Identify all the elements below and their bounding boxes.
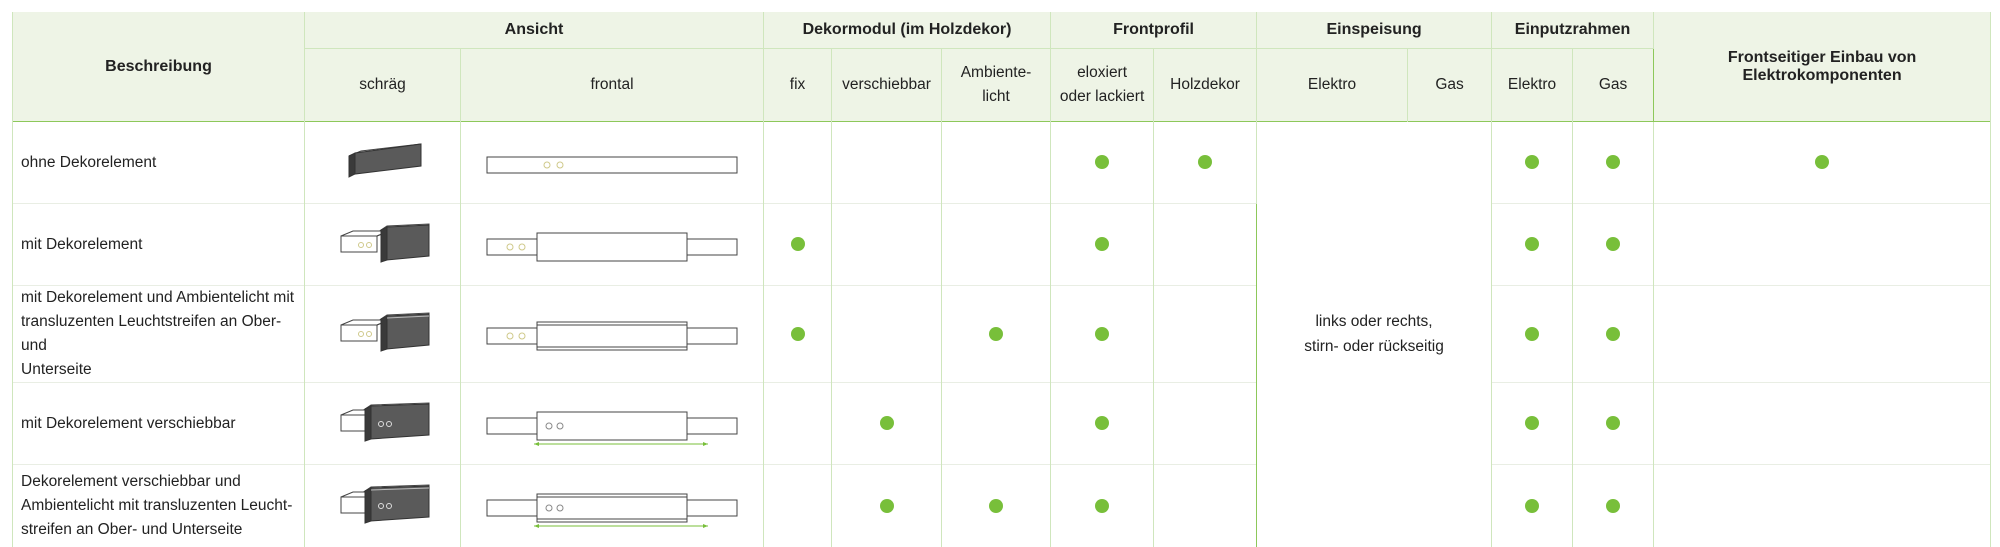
- header-schraeg: schräg: [305, 49, 461, 122]
- availability-dot-icon: [1525, 237, 1539, 251]
- availability-dot-icon: [989, 327, 1003, 341]
- cell-frontseitig: [1654, 383, 1991, 465]
- frontal-view-cell: [461, 204, 764, 286]
- header-ansicht: Ansicht: [305, 12, 764, 49]
- cell-front-holzdekor: [1154, 286, 1257, 383]
- table-row: [13, 465, 1991, 547]
- frontal-drawing-5: [482, 484, 742, 528]
- availability-dot-icon: [1606, 416, 1620, 430]
- availability-dot-icon: [989, 499, 1003, 513]
- table-row: [13, 122, 1991, 204]
- row-description: [13, 465, 305, 547]
- header-frontseitig-line1: Frontseitiger Einbau von: [1727, 48, 1917, 66]
- cell-front-eloxiert: [1051, 465, 1154, 547]
- cell-front-holzdekor: [1154, 122, 1257, 204]
- header-dekormodul: Dekormodul (im Holzdekor): [764, 12, 1051, 49]
- availability-dot-icon: [1095, 499, 1109, 513]
- schraeg-drawing-1: [333, 138, 433, 188]
- header-einspeisung: Einspeisung: [1257, 12, 1492, 49]
- header-ambiente-line2: licht: [982, 88, 1010, 105]
- schraeg-view-cell: [305, 286, 461, 383]
- cell-front-eloxiert: [1051, 122, 1154, 204]
- frontal-view-cell: [461, 465, 764, 547]
- cell-front-holzdekor: [1154, 465, 1257, 547]
- cell-frontseitig: [1654, 204, 1991, 286]
- header-row-groups: [13, 12, 1991, 49]
- schraeg-view-cell: [305, 204, 461, 286]
- header-frontal: frontal: [461, 49, 764, 122]
- header-frontseitig-line2: Elektrokomponenten: [1742, 66, 1902, 84]
- row-description-line: mit Dekorelement: [21, 235, 143, 253]
- cell-front-eloxiert: [1051, 204, 1154, 286]
- cell-dekor-fix: [764, 383, 832, 465]
- row-description-line: Unterseite: [21, 361, 92, 378]
- cell-dekor-ambientelicht: [942, 204, 1051, 286]
- header-einputzrahmen-gas: Gas: [1573, 49, 1654, 122]
- header-front-holzdekor: Holzdekor: [1154, 49, 1257, 122]
- availability-dot-icon: [1095, 237, 1109, 251]
- row-description: [13, 204, 305, 286]
- header-eloxiert-line2: oder lackiert: [1059, 88, 1145, 105]
- table-body: [13, 122, 1991, 547]
- einspeisung-note-line1: links oder rechts,: [1315, 313, 1433, 331]
- table-row: [13, 204, 1991, 286]
- cell-einputzrahmen-gas: [1573, 122, 1654, 204]
- row-description: [13, 383, 305, 465]
- table-row: [13, 383, 1991, 465]
- header-dekor-ambientelicht: [942, 49, 1051, 122]
- cell-dekor-verschiebbar: [832, 204, 942, 286]
- schraeg-view-cell: [305, 122, 461, 204]
- availability-dot-icon: [1815, 155, 1829, 169]
- header-frontprofil: Frontprofil: [1051, 12, 1257, 49]
- product-variants-table: [12, 12, 1991, 547]
- cell-front-holzdekor: [1154, 204, 1257, 286]
- cell-einputzrahmen-gas: [1573, 383, 1654, 465]
- row-description-line: Ambientelicht mit transluzenten Leucht-: [21, 496, 293, 514]
- row-description-line: Dekorelement verschiebbar und: [21, 472, 241, 490]
- cell-einputzrahmen-elektro: [1492, 204, 1573, 286]
- cell-einputzrahmen-gas: [1573, 204, 1654, 286]
- cell-dekor-verschiebbar: [832, 122, 942, 204]
- cell-dekor-fix: [764, 204, 832, 286]
- cell-front-eloxiert: [1051, 383, 1154, 465]
- availability-dot-icon: [1095, 155, 1109, 169]
- frontal-view-cell: [461, 286, 764, 383]
- frontal-drawing-4: [482, 402, 742, 446]
- einspeisung-note-line2: stirn- oder rückseitig: [1304, 338, 1444, 356]
- table-row: [13, 286, 1991, 383]
- header-front-eloxiert: [1051, 49, 1154, 122]
- cell-dekor-ambientelicht: [942, 122, 1051, 204]
- cell-dekor-ambientelicht: [942, 383, 1051, 465]
- header-einspeisung-elektro: Elektro: [1257, 49, 1408, 122]
- cell-front-eloxiert: [1051, 286, 1154, 383]
- availability-dot-icon: [1606, 499, 1620, 513]
- row-description-line: mit Dekorelement verschiebbar: [21, 414, 236, 432]
- availability-dot-icon: [1525, 327, 1539, 341]
- cell-frontseitig: [1654, 465, 1991, 547]
- cell-front-holzdekor: [1154, 383, 1257, 465]
- cell-einputzrahmen-elektro: [1492, 465, 1573, 547]
- schraeg-drawing-2: [333, 220, 433, 270]
- header-ambiente-line1: Ambiente-: [960, 64, 1032, 81]
- header-einputzrahmen: Einputzrahmen: [1492, 12, 1654, 49]
- header-dekor-fix: fix: [764, 49, 832, 122]
- header-einspeisung-gas: Gas: [1408, 49, 1492, 122]
- cell-einputzrahmen-elektro: [1492, 383, 1573, 465]
- schraeg-drawing-5: [333, 481, 433, 531]
- cell-dekor-verschiebbar: [832, 465, 942, 547]
- header-beschreibung: Beschreibung: [13, 12, 305, 122]
- schraeg-drawing-4: [333, 399, 433, 449]
- availability-dot-icon: [880, 499, 894, 513]
- cell-dekor-ambientelicht: [942, 286, 1051, 383]
- cell-dekor-verschiebbar: [832, 383, 942, 465]
- table-header: [13, 12, 1991, 122]
- einspeisung-merged-cell: [1257, 122, 1492, 547]
- cell-einputzrahmen-gas: [1573, 465, 1654, 547]
- availability-dot-icon: [1606, 155, 1620, 169]
- availability-dot-icon: [880, 416, 894, 430]
- cell-einputzrahmen-elektro: [1492, 286, 1573, 383]
- schraeg-drawing-3: [333, 309, 433, 359]
- product-variants-table-wrapper: [12, 12, 1990, 547]
- cell-dekor-fix: [764, 286, 832, 383]
- row-description: [13, 286, 305, 383]
- availability-dot-icon: [1606, 327, 1620, 341]
- header-dekor-verschiebbar: verschiebbar: [832, 49, 942, 122]
- header-eloxiert-line1: eloxiert: [1077, 64, 1128, 81]
- availability-dot-icon: [1095, 327, 1109, 341]
- cell-dekor-fix: [764, 465, 832, 547]
- row-description-line: ohne Dekorelement: [21, 153, 157, 171]
- schraeg-view-cell: [305, 383, 461, 465]
- availability-dot-icon: [791, 237, 805, 251]
- schraeg-view-cell: [305, 465, 461, 547]
- availability-dot-icon: [1525, 155, 1539, 169]
- availability-dot-icon: [791, 327, 805, 341]
- row-description-line: mit Dekorelement und Ambientelicht mit: [21, 289, 295, 306]
- availability-dot-icon: [1198, 155, 1212, 169]
- row-description: [13, 122, 305, 204]
- cell-frontseitig: [1654, 122, 1991, 204]
- cell-einputzrahmen-elektro: [1492, 122, 1573, 204]
- frontal-drawing-2: [482, 223, 742, 267]
- cell-frontseitig: [1654, 286, 1991, 383]
- frontal-view-cell: [461, 383, 764, 465]
- availability-dot-icon: [1525, 499, 1539, 513]
- availability-dot-icon: [1606, 237, 1620, 251]
- cell-dekor-fix: [764, 122, 832, 204]
- cell-dekor-verschiebbar: [832, 286, 942, 383]
- availability-dot-icon: [1095, 416, 1109, 430]
- frontal-drawing-1: [482, 141, 742, 185]
- cell-einputzrahmen-gas: [1573, 286, 1654, 383]
- availability-dot-icon: [1525, 416, 1539, 430]
- row-description-line: transluzenten Leuchtstreifen an Ober- und: [21, 313, 282, 354]
- row-description-line: streifen an Ober- und Unterseite: [21, 520, 243, 538]
- cell-dekor-ambientelicht: [942, 465, 1051, 547]
- frontal-drawing-3: [482, 312, 742, 356]
- frontal-view-cell: [461, 122, 764, 204]
- header-einputzrahmen-elektro: Elektro: [1492, 49, 1573, 122]
- header-frontseitig: [1654, 12, 1991, 122]
